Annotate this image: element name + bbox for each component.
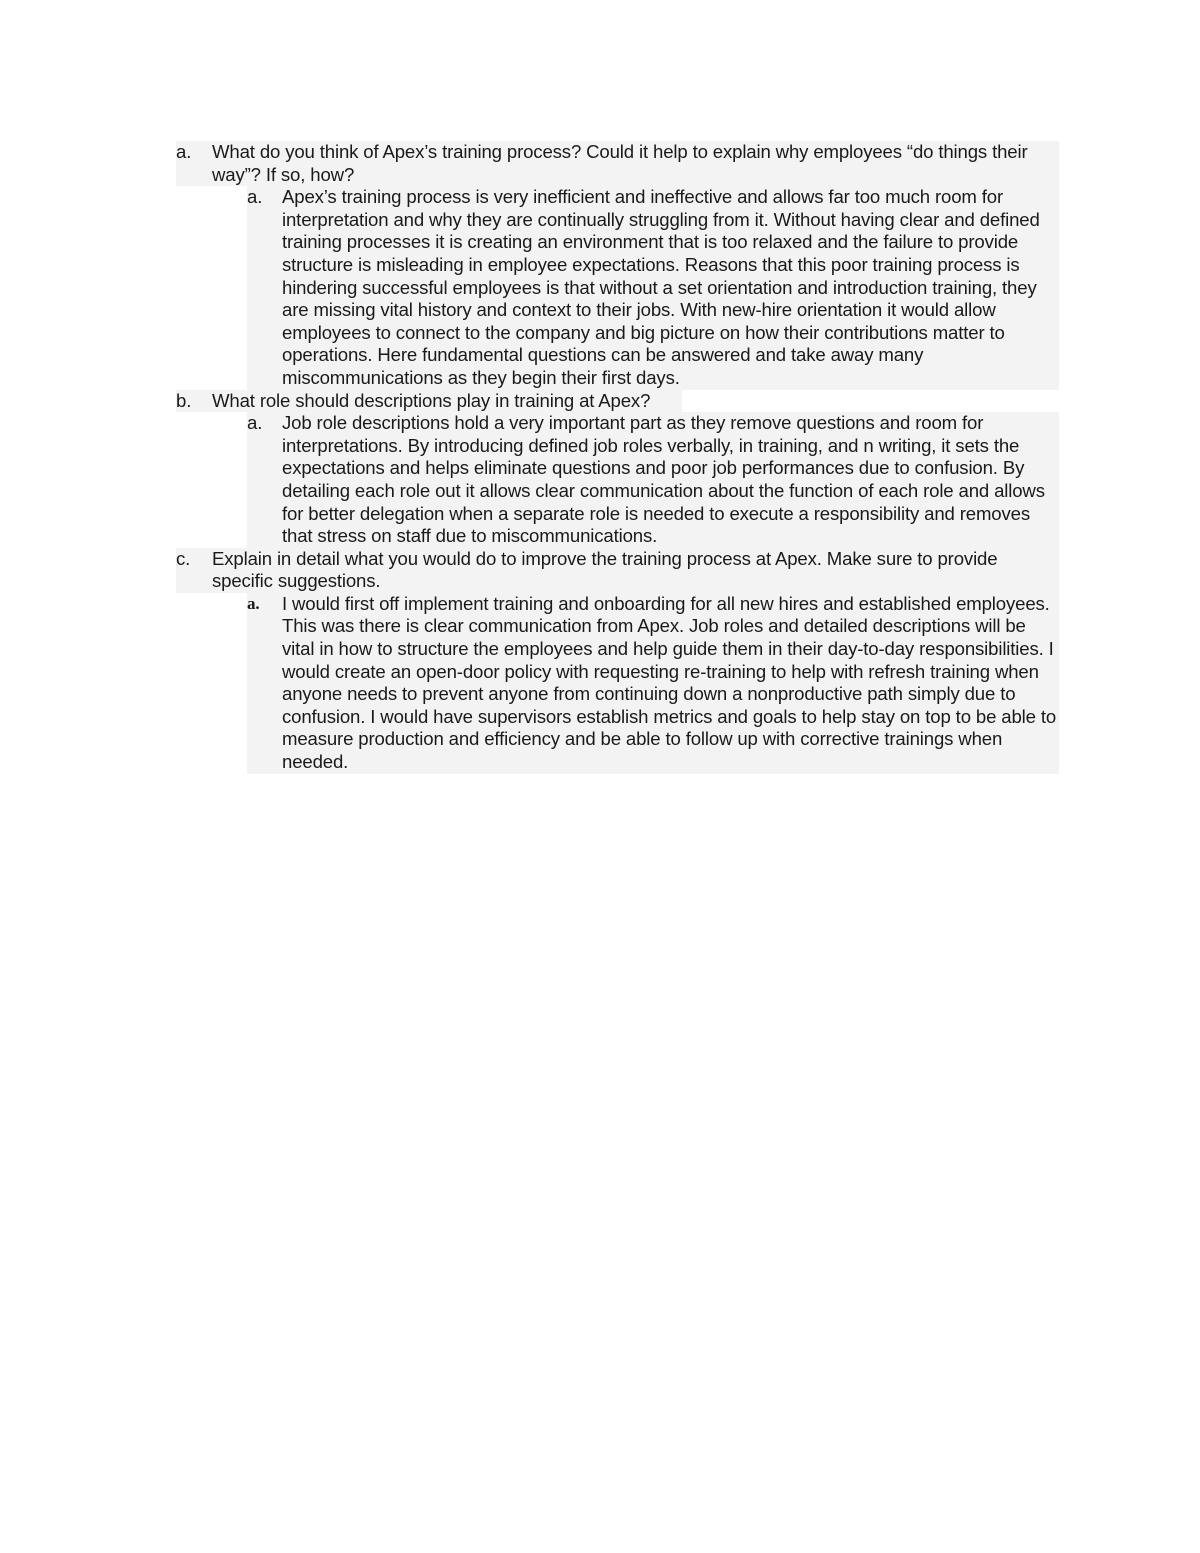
document-body <box>176 141 1059 774</box>
question-text: What role should descriptions play in training at Apex? <box>212 389 651 411</box>
question-text: Explain in detail what you would do to improve the training process at Apex. Make sure to provide specific suggestions. <box>212 547 998 592</box>
question-c <box>176 548 1059 593</box>
list-item-c <box>176 548 1059 774</box>
question-a <box>176 141 1059 186</box>
question-b <box>176 390 682 413</box>
answer-a <box>247 186 1059 389</box>
answer-marker: a. <box>247 412 263 434</box>
list-marker: c. <box>176 547 191 569</box>
answer-text: Job role descriptions hold a very important part as they remove questions and room for interpretations. By introducing defined job roles verbally, in training, and n writing, it sets the expectations and helps eliminate questions and poor job performances due to confusion. By detailing each role out it allows clear communication about the function of each role and allows for better delegation when a separate role is needed to execute a responsibility and removes that stress on staff due to miscommunications. <box>282 412 1045 547</box>
list-marker: b. <box>176 389 192 411</box>
question-text: What do you think of Apex’s training process? Could it help to explain why employees “do things their way”? If so, how? <box>212 141 1028 185</box>
answer-b <box>247 412 1059 548</box>
list-item-a <box>176 141 1059 390</box>
answer-marker: a. <box>247 186 263 208</box>
answer-marker: a. <box>247 593 260 613</box>
list-marker: a. <box>176 141 192 162</box>
answer-c <box>247 593 1059 774</box>
answer-text: I would first off implement training and onboarding for all new hires and established employees. This was there is clear communication from Apex. Job roles and detailed descriptions will be vital in how to structure the employees and help guide them in their day-to-day responsibilities. I would create an open-door policy with requesting re-training to help with refresh training when anyone needs to prevent anyone from continuing down a nonproductive path simply due to confusion. I would have supervisors establish metrics and goals to help stay on top to be able to measure production and efficiency and be able to follow up with corrective trainings when needed. <box>282 592 1057 773</box>
list-item-b <box>176 390 1059 548</box>
answer-text: Apex’s training process is very inefficient and ineffective and allows far too much room for interpretation and why they are continually struggling from it. Without having clear and defined training processes it is creating an environment that is too relaxed and the failure to provide structure is misleading in employee expectations. Reasons that this poor training process is hindering successful employees is that without a set orientation and introduction training, they are missing vital history and context to their jobs. With new-hire orientation it would allow employees to connect to the company and big picture on how their contributions matter to operations. Here fundamental questions can be answered and take away many miscommunications as they begin their first days. <box>282 186 1040 388</box>
